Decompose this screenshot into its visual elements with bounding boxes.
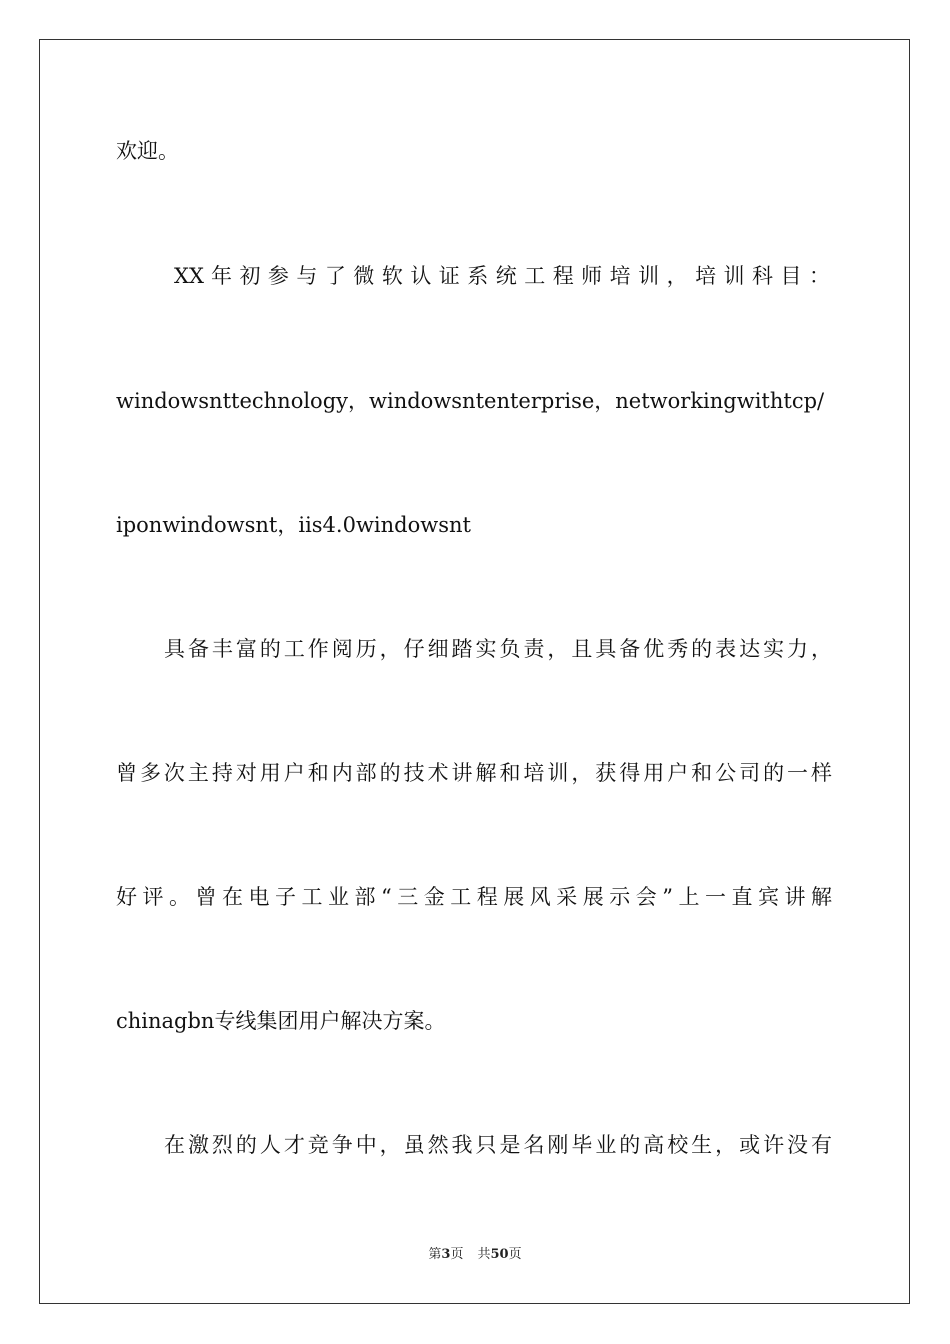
footer-page-suffix: 页	[450, 1247, 464, 1262]
text-line-6: 曾多次主持对用户和内部的技术讲解和培训，获得用户和公司的一样	[116, 761, 832, 785]
text-line-3: windowsnttechnology，windowsntenterprise，networkingwithtcp/	[116, 389, 825, 413]
footer-total-suffix: 页	[508, 1247, 522, 1262]
footer-page-number: 3	[441, 1247, 451, 1262]
footer-total-pages: 50	[490, 1247, 509, 1262]
text-line-7: 好评。曾在电子工业部“三金工程展风采展示会”上一直宾讲解	[116, 885, 832, 909]
text-line-5: 具备丰富的工作阅历，仔细踏实负责，且具备优秀的表达实力，	[164, 637, 832, 661]
footer-page-prefix: 第	[428, 1247, 442, 1262]
page-border	[39, 39, 910, 1304]
text-line-8: chinagbn专线集团用户解决方案。	[116, 1009, 446, 1033]
text-line-9: 在激烈的人才竞争中，虽然我只是名刚毕业的高校生，或许没有	[164, 1133, 832, 1157]
text-line-4: iponwindowsnt，ⅱs4.0windowsnt	[116, 513, 471, 537]
text-line-1: 欢迎。	[116, 139, 179, 163]
page-footer	[0, 1246, 950, 1264]
footer-total-prefix: 共	[477, 1247, 491, 1262]
text-line-2: XX 年 初 参 与 了 微 软 认 证 系 统 工 程 师 培 训 ， 培 训 科 目 ：	[174, 264, 830, 288]
